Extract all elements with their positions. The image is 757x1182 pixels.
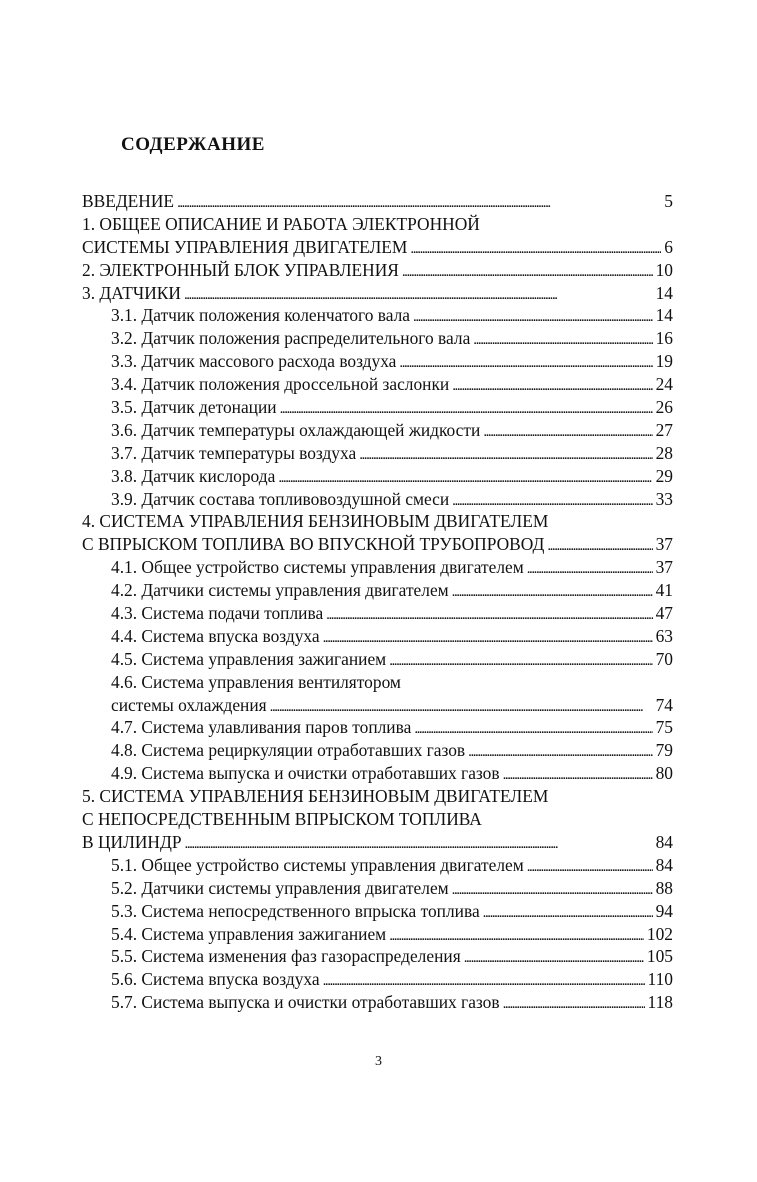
toc-page-number: 94 [655,900,673,921]
toc-dot-leader [323,627,653,650]
toc-page-number: 110 [647,969,673,990]
toc-entry-title: 3.4. Датчик положения дроссельной заслонки [111,374,450,395]
toc-entry-title: 4.6. Система управления вентилятором [111,671,401,692]
toc-dot-leader [389,650,652,673]
toc-entry-title: 3.9. Датчик состава топливовоздушной смеси [111,488,450,509]
toc-entry-title: 4.5. Система управления зажиганием [111,648,387,669]
toc-page-number: 6 [664,236,673,257]
toc-entry-title: 3.2. Датчик положения распределительного вала [111,328,471,349]
toc-subsection-entry [82,350,673,373]
toc-entry-title: системы охлаждения [111,694,267,715]
toc-subsection-entry [82,373,673,396]
toc-entry-title: 2. ЭЛЕКТРОННЫЙ БЛОК УПРАВЛЕНИЯ [82,259,399,280]
toc-subsection-entry [82,625,673,648]
toc-dot-leader [452,581,653,604]
page-number: 3 [375,1054,382,1069]
toc-entry-title: 3.5. Датчик детонации [111,397,277,418]
toc-dot-leader [402,261,653,284]
toc-entry-title: СИСТЕМЫ УПРАВЛЕНИЯ ДВИГАТЕЛЕМ [82,236,408,257]
toc-entry-title: 4.1. Общее устройство системы управления двигателем [111,557,524,578]
toc-subsection-entry [82,327,673,350]
toc-page-number: 10 [655,259,673,280]
toc-entry-title: 5. СИСТЕМА УПРАВЛЕНИЯ БЕНЗИНОВЫМ ДВИГАТЕЛЕМ [82,786,549,807]
toc-dot-leader [483,902,653,925]
toc-subsection-entry [82,716,673,739]
toc-entry-title: 5.4. Система управления зажиганием [111,923,387,944]
toc-page-number: 29 [655,465,673,486]
toc-entry-title: 3.7. Датчик температуры воздуха [111,442,357,463]
toc-page-number: 37 [655,557,673,578]
toc-page-number: 28 [655,442,673,463]
toc-page-number: 63 [655,625,673,646]
toc-dot-leader [527,856,653,879]
toc-page-number: 5 [664,191,673,211]
toc-entry-title: 5.7. Система выпуска и очистки отработавших газов [111,992,500,1013]
toc-page-number: 14 [655,305,673,326]
toc-subsection-entry [82,923,673,946]
toc-entry-title: 1. ОБЩЕЕ ОПИСАНИЕ И РАБОТА ЭЛЕКТРОННОЙ [82,213,480,234]
toc-page-number: 70 [655,648,673,669]
toc-section-entry [82,831,673,854]
toc-dot-leader [468,741,652,764]
toc-dot-leader [452,375,652,398]
toc-section-entry [82,213,673,236]
toc-subsection-entry [82,304,673,327]
toc-page-number: 19 [655,351,673,372]
toc-dot-leader [389,925,644,948]
table-of-contents [82,190,673,1014]
toc-page-number: 14 [655,282,673,303]
toc-dot-leader [280,398,653,421]
toc-page-number: 37 [655,534,673,555]
toc-page-number: 102 [646,923,673,944]
toc-dot-leader [547,535,652,558]
toc-entry-title: С НЕПОСРЕДСТВЕННЫМ ВПРЫСКОМ ТОПЛИВА [82,809,482,830]
toc-subsection-entry [82,900,673,923]
toc-page-number: 84 [655,854,673,875]
toc-dot-leader [473,329,652,352]
toc-entry-title: 3. ДАТЧИКИ [82,282,181,303]
toc-dot-leader [452,879,653,902]
toc-section-entry [82,282,673,305]
toc-dot-leader [527,558,653,581]
toc-dot-leader [410,238,661,261]
toc-entry-title: 5.1. Общее устройство системы управления двигателем [111,854,524,875]
toc-subsection-entry [82,602,673,625]
toc-page-number: 79 [655,740,673,761]
toc-subsection-entry [82,762,673,785]
toc-dot-leader [414,718,652,741]
toc-entry-title: 4.8. Система рециркуляции отработавших газов [111,740,466,761]
toc-subsection-entry [82,419,673,442]
toc-page-number: 74 [655,694,673,715]
toc-entry-title: 3.1. Датчик положения коленчатого вала [111,305,411,326]
toc-dot-leader [452,490,652,513]
toc-section-entry [82,808,673,831]
toc-page-number: 105 [646,946,673,967]
toc-entry-title: 4.7. Система улавливания паров топлива [111,717,412,738]
toc-entry-title: 4.9. Система выпуска и очистки отработавших газов [111,763,500,784]
toc-page-number: 80 [655,763,673,784]
toc-dot-leader [413,306,653,329]
toc-dot-leader [270,696,653,719]
toc-dot-leader [323,970,645,993]
toc-entry-title: 5.2. Датчики системы управления двигателем [111,877,449,898]
toc-page-number: 88 [655,877,673,898]
toc-dot-leader [359,444,652,467]
toc-dot-leader [503,993,645,1016]
toc-entry-title: 4. СИСТЕМА УПРАВЛЕНИЯ БЕНЗИНОВЫМ ДВИГАТЕЛЕМ [82,511,549,532]
toc-subsection-entry [82,442,673,465]
toc-section-entry [82,785,673,808]
toc-page-number: 118 [647,992,673,1013]
toc-subsection-entry [82,739,673,762]
toc-page-number: 84 [655,831,673,852]
toc-page-number: 27 [655,419,673,440]
toc-section-entry [82,236,673,259]
toc-dot-leader [184,284,653,307]
toc-subsection-entry [82,991,673,1014]
toc-subsection-entry [82,556,673,579]
toc-page-number: 33 [655,488,673,509]
toc-entry-title: 4.4. Система впуска воздуха [111,625,320,646]
toc-entry-title: 5.3. Система непосредственного впрыска топлива [111,900,480,921]
toc-dot-leader [278,467,652,490]
toc-entry-title: 3.6. Датчик температуры охлаждающей жидкости [111,419,481,440]
toc-page-number: 47 [655,603,673,624]
toc-subsection-entry [82,396,673,419]
toc-dot-leader [464,947,644,970]
toc-section-entry [82,533,673,556]
toc-subsection-entry [82,465,673,488]
toc-subsection-entry [82,671,673,694]
toc-dot-leader [177,192,661,215]
toc-dot-leader [326,604,652,627]
toc-entry-title: С ВПРЫСКОМ ТОПЛИВА ВО ВПУСКНОЙ ТРУБОПРОВОД [82,534,545,555]
toc-subsection-entry [82,648,673,671]
toc-page-number: 75 [655,717,673,738]
toc-entry-title: 4.3. Система подачи топлива [111,603,324,624]
toc-entry-title: 5.5. Система изменения фаз газораспределения [111,946,461,967]
toc-section-entry [82,190,673,213]
toc-dot-leader [503,764,653,787]
toc-page-number: 41 [655,580,673,601]
toc-entry-title: 3.8. Датчик кислорода [111,465,276,486]
toc-entry-title: 3.3. Датчик массового расхода воздуха [111,351,397,372]
toc-subsection-entry [82,488,673,511]
toc-section-entry [82,510,673,533]
toc-subsection-entry [82,694,673,717]
toc-subsection-entry [82,877,673,900]
toc-entry-title: 4.2. Датчики системы управления двигателем [111,580,449,601]
toc-subsection-entry [82,854,673,877]
page-title: СОДЕРЖАНИЕ [121,134,265,155]
toc-dot-leader [399,352,652,375]
toc-page-number: 24 [655,374,673,395]
toc-subsection-entry [82,945,673,968]
toc-page-number: 26 [655,397,673,418]
toc-section-entry [82,259,673,282]
toc-entry-title: 5.6. Система впуска воздуха [111,969,320,990]
toc-subsection-entry [82,968,673,991]
toc-dot-leader [483,421,652,444]
toc-entry-title: В ЦИЛИНДР [82,831,182,852]
toc-entry-title: ВВЕДЕНИЕ [82,191,175,211]
toc-dot-leader [185,833,653,856]
toc-page-number: 16 [655,328,673,349]
toc-subsection-entry [82,579,673,602]
